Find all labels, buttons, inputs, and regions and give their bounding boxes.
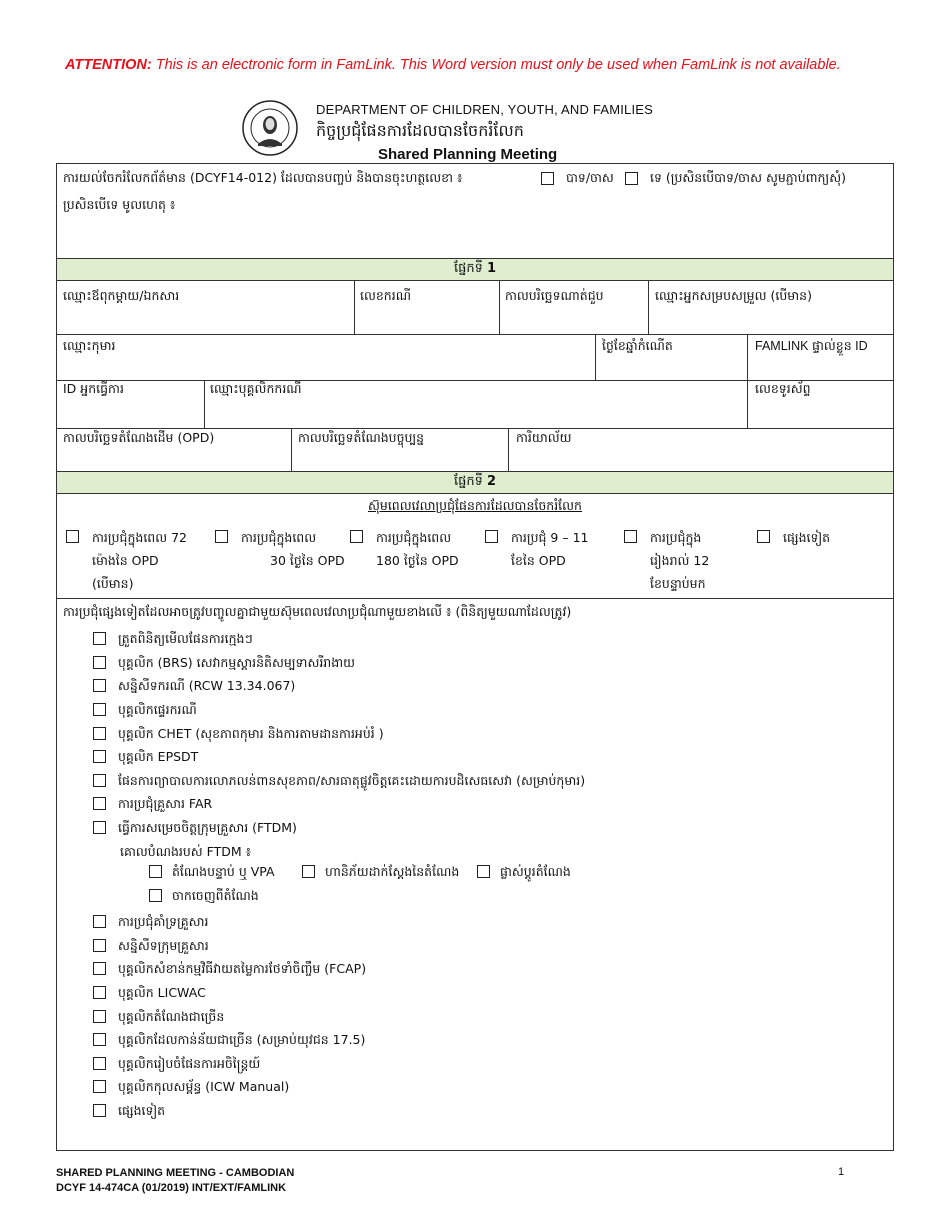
checkbox[interactable]: [93, 1057, 106, 1070]
section-1-number: 1: [486, 261, 497, 276]
consent-question: ការយល់ចែករំលែកព័ត៌មាន (DCYF14-012) ដែលបានបញ្ចប់ និងបានចុះហត្ថលេខា ៖: [63, 170, 463, 185]
timeframe-12m-line1: ការប្រជុំក្នុង: [650, 530, 702, 545]
list-item-label: បុគ្គលិកផ្ទេរករណី: [118, 702, 197, 717]
meeting-item-chet[interactable]: [93, 724, 384, 744]
case-number-field[interactable]: លេខករណី: [360, 288, 411, 303]
section-1-header: [57, 258, 893, 281]
section-2-header: [57, 471, 893, 494]
timeframe-option-180d[interactable]: [350, 526, 480, 572]
facilitator-field[interactable]: ឈ្មោះអ្នកសម្របសម្រួល (បើមាន): [655, 288, 812, 303]
checkbox[interactable]: [93, 1010, 106, 1023]
timeframe-option-other[interactable]: [757, 526, 877, 549]
timeframe-12m-line2: រៀងរាល់ 12: [650, 553, 710, 568]
meeting-item-epsdt[interactable]: [93, 747, 198, 767]
checkbox[interactable]: [93, 750, 106, 763]
checkbox[interactable]: [93, 656, 106, 669]
footer-form-info: [56, 1166, 294, 1196]
timeframe-72h-line3: (បើមាន): [92, 576, 134, 591]
list-item-label: បុគ្គលិក CHET (សុខភាពកុមារ និងការតាមដានការអប់រំ ): [118, 726, 384, 741]
checkbox[interactable]: [93, 1033, 106, 1046]
list-item-label: បុគ្គលិក LICWAC: [118, 985, 206, 1000]
current-placement-date-field[interactable]: កាលបរិច្ឆេទតំណែងបច្ចុប្បន្ន: [298, 430, 425, 445]
parent-name-field[interactable]: ឈ្មោះឪពុកម្ដាយ/ឯកសារ: [63, 288, 180, 303]
timeframe-option-72h[interactable]: [66, 526, 206, 595]
dob-field[interactable]: ថ្ងៃខែឆ្នាំកំណើត: [602, 338, 673, 353]
timeframe-72h-checkbox[interactable]: [66, 530, 79, 543]
meeting-item-brs[interactable]: [93, 653, 355, 673]
attention-label: ATTENTION:: [65, 57, 152, 73]
ftdm-purpose-label: គោលបំណងរបស់ FTDM ៖: [120, 844, 252, 859]
checkbox[interactable]: [302, 865, 315, 878]
section-1-prefix: ផ្នែកទី: [453, 261, 487, 276]
worker-id-field[interactable]: ID អ្នកធ្វើការ: [63, 381, 124, 396]
list-item-label: សន្និសីទករណី (RCW 13.34.067): [118, 678, 296, 693]
list-item-label: បុគ្គលិកសំខាន់កម្មវិធីវាយតម្លៃការថែទាំចិញ្ចឹម (FCAP): [118, 961, 367, 976]
consent-no-option[interactable]: [625, 170, 846, 186]
footer-form-number: DCYF 14-474CA (01/2019) INT/EXT/FAMLINK: [56, 1182, 287, 1194]
timeframe-12m-line3: ខែបន្ទាប់មក: [650, 576, 706, 591]
checkbox[interactable]: [93, 962, 106, 975]
meeting-item-youth-17-5[interactable]: [93, 1030, 365, 1050]
checkbox[interactable]: [93, 727, 106, 740]
meeting-item-ftdm[interactable]: [93, 818, 297, 838]
ftdm-option-label: តំណែងបន្ទាប់ ឬ VPA: [172, 864, 275, 879]
meeting-item-child-plan-review[interactable]: [93, 629, 253, 649]
list-item-label: ត្រួតពិនិត្យមើលផែនការក្មេងៗ: [118, 631, 253, 646]
timeframe-9-11m-line1: ការប្រជុំ 9 – 11: [511, 530, 589, 545]
timeframe-9-11m-line2: ខែនៃ OPD: [511, 553, 566, 568]
timeframe-other-checkbox[interactable]: [757, 530, 770, 543]
meeting-item-other[interactable]: [93, 1101, 165, 1121]
checkbox[interactable]: [93, 821, 106, 834]
list-item-label: ផែនការព្យាបាលការលោភលន់ពានសុខភាព/សារធាតុផ្លូវចិត្តគេះដោយការបដិសេធសេវា (សម្រាប់កុមារ): [118, 773, 586, 788]
checkbox[interactable]: [93, 1104, 106, 1117]
list-item-label: បុគ្គលិករៀបចំផែនការអចិន្ត្រៃយ៍: [118, 1056, 261, 1071]
checkbox[interactable]: [93, 703, 106, 716]
list-item-label: ការប្រជុំគាំទ្រគ្រួសារ: [118, 914, 209, 929]
ftdm-option-placement-change[interactable]: [477, 864, 571, 883]
meeting-item-case-transfer[interactable]: [93, 700, 197, 720]
meeting-item-tribal[interactable]: [93, 1077, 289, 1097]
checkbox[interactable]: [93, 679, 106, 692]
list-item-label: ធ្វើការសម្រេចចិត្តក្រុមគ្រួសារ (FTDM): [118, 820, 297, 835]
meeting-item-treatment-plan[interactable]: [93, 771, 585, 791]
famlink-id-field[interactable]: FAMLINK ផ្ទាល់ខ្លួន ID: [755, 339, 868, 353]
ftdm-option-label: ហានិភ័យដាក់ស្តែងនៃតំណែង: [325, 864, 460, 879]
caseworker-name-field[interactable]: ឈ្មោះបុគ្គលិកករណី: [210, 381, 302, 396]
meeting-date-field[interactable]: កាលបរិច្ឆេទណាត់ជួប: [505, 288, 604, 303]
page-number: 1: [838, 1166, 845, 1178]
meeting-item-permanency-planning[interactable]: [93, 1054, 260, 1074]
timeframe-9-11m-checkbox[interactable]: [485, 530, 498, 543]
office-field[interactable]: ការិយាល័យ: [516, 430, 572, 445]
meeting-item-multiple-placement[interactable]: [93, 1007, 224, 1027]
meeting-item-licwac[interactable]: [93, 983, 206, 1003]
if-no-reason-label: ប្រសិនបើទេ មូលហេតុ ៖: [63, 197, 176, 212]
form-title-english: Shared Planning Meeting: [378, 146, 558, 163]
checkbox[interactable]: [93, 939, 106, 952]
meeting-item-family-conference[interactable]: [93, 936, 209, 956]
ftdm-option-label: ចាកចេញពីតំណែង: [172, 888, 259, 903]
ftdm-option-placement-risk[interactable]: [302, 864, 459, 883]
ftdm-option-next-placement[interactable]: [149, 864, 275, 883]
department-name: DEPARTMENT OF CHILDREN, YOUTH, AND FAMILIES: [316, 102, 654, 117]
opd-date-field[interactable]: កាលបរិច្ឆេទតំណែងដើម (OPD): [63, 430, 215, 445]
timeframe-180d-line2: 180 ថ្ងៃនៃ OPD: [376, 553, 459, 568]
footer-form-title: SHARED PLANNING MEETING - CAMBODIAN: [56, 1167, 295, 1179]
attention-notice: [65, 56, 845, 74]
list-item-label: ផ្សេងទៀត: [118, 1103, 166, 1118]
list-item-label: បុគ្គលិកកុលសម្ព័ន្ធ (ICW Manual): [118, 1079, 290, 1094]
other-meetings-title: ការប្រជុំផ្សេងទៀតដែលអាចត្រូវបញ្ចូលគ្នាជាមួយស៊ុមពេលវេលាប្រជុំណាមួយខាងលើ ៖ (ពិនិត្យមួយណាដែលត្រូវ): [63, 604, 572, 619]
checkbox[interactable]: [93, 797, 106, 810]
timeframe-option-12m[interactable]: [624, 526, 749, 595]
list-item-label: បុគ្គលិក (BRS) សេវាកម្មស្តារនិតិសម្បទាសរីរាងាយ: [118, 655, 356, 670]
consent-yes-option[interactable]: [541, 170, 614, 186]
form-title-khmer: កិច្ចប្រជុំផែនការដែលបានចែករំលែក: [316, 121, 524, 140]
checkbox[interactable]: [93, 774, 106, 787]
list-item-label: បុគ្គលិកតំណែងជាច្រើន: [118, 1009, 225, 1024]
section-2-prefix: ផ្នែកទី: [453, 474, 487, 489]
meeting-item-far[interactable]: [93, 794, 212, 814]
timeframe-180d-line1: ការប្រជុំក្នុងពេល: [376, 530, 452, 545]
timeframe-option-9-11m[interactable]: [485, 526, 615, 572]
attention-text: This is an electronic form in FamLink. This Word version must only be used when FamLink is not available.: [151, 57, 841, 73]
phone-field[interactable]: លេខទូរស័ព្ទ: [755, 381, 811, 396]
state-seal-logo: [242, 100, 298, 156]
timeframe-title: ស៊ុមពេលវេលាប្រជុំផែនការដែលបានចែករំលែក: [368, 498, 582, 513]
form-body: [56, 163, 894, 1151]
checkbox[interactable]: [149, 889, 162, 902]
checkbox[interactable]: [477, 865, 490, 878]
timeframe-30d-line2: 30 ថ្ងៃនៃ OPD: [270, 553, 345, 568]
checkbox[interactable]: [149, 865, 162, 878]
consent-no-label: ទេ (ប្រសិនបើបាទ/ចាស សូមភ្ជាប់ពាក្យសុំ): [649, 170, 846, 185]
meeting-item-family-support[interactable]: [93, 912, 209, 932]
section-2-number: 2: [486, 474, 497, 489]
checkbox[interactable]: [93, 986, 106, 999]
list-item-label: បុគ្គលិកដែលកាន់ន័យជាច្រើន (សម្រាប់យុវជន 17.5): [118, 1032, 366, 1047]
timeframe-12m-checkbox[interactable]: [624, 530, 637, 543]
ftdm-option-exit-placement[interactable]: [149, 888, 259, 907]
ftdm-option-label: ផ្លាស់ប្តូរតំណែង: [500, 864, 571, 879]
list-item-label: ការប្រជុំគ្រួសារ FAR: [118, 796, 213, 811]
timeframe-other-line1: ផ្សេងទៀត: [783, 530, 831, 545]
timeframe-option-30d[interactable]: [215, 526, 345, 572]
checkbox[interactable]: [93, 915, 106, 928]
timeframe-72h-line1: ការប្រជុំក្នុងពេល 72: [92, 530, 188, 545]
timeframe-180d-checkbox[interactable]: [350, 530, 363, 543]
checkbox[interactable]: [93, 1080, 106, 1093]
consent-yes-label: បាទ/ចាស: [565, 170, 614, 185]
child-name-field[interactable]: ឈ្មោះកុមារ: [63, 338, 116, 353]
list-item-label: បុគ្គលិក EPSDT: [118, 749, 199, 764]
consent-yes-checkbox[interactable]: [541, 172, 554, 185]
meeting-item-fcap[interactable]: [93, 959, 366, 979]
list-item-label: សន្និសីទក្រុមគ្រួសារ: [118, 938, 209, 953]
consent-no-checkbox[interactable]: [625, 172, 638, 185]
timeframe-72h-line2: ម៉ោងនៃ OPD: [92, 553, 159, 568]
meeting-item-case-conference[interactable]: [93, 676, 295, 696]
checkbox[interactable]: [93, 632, 106, 645]
timeframe-30d-checkbox[interactable]: [215, 530, 228, 543]
timeframe-30d-line1: ការប្រជុំក្នុងពេល: [241, 530, 317, 545]
